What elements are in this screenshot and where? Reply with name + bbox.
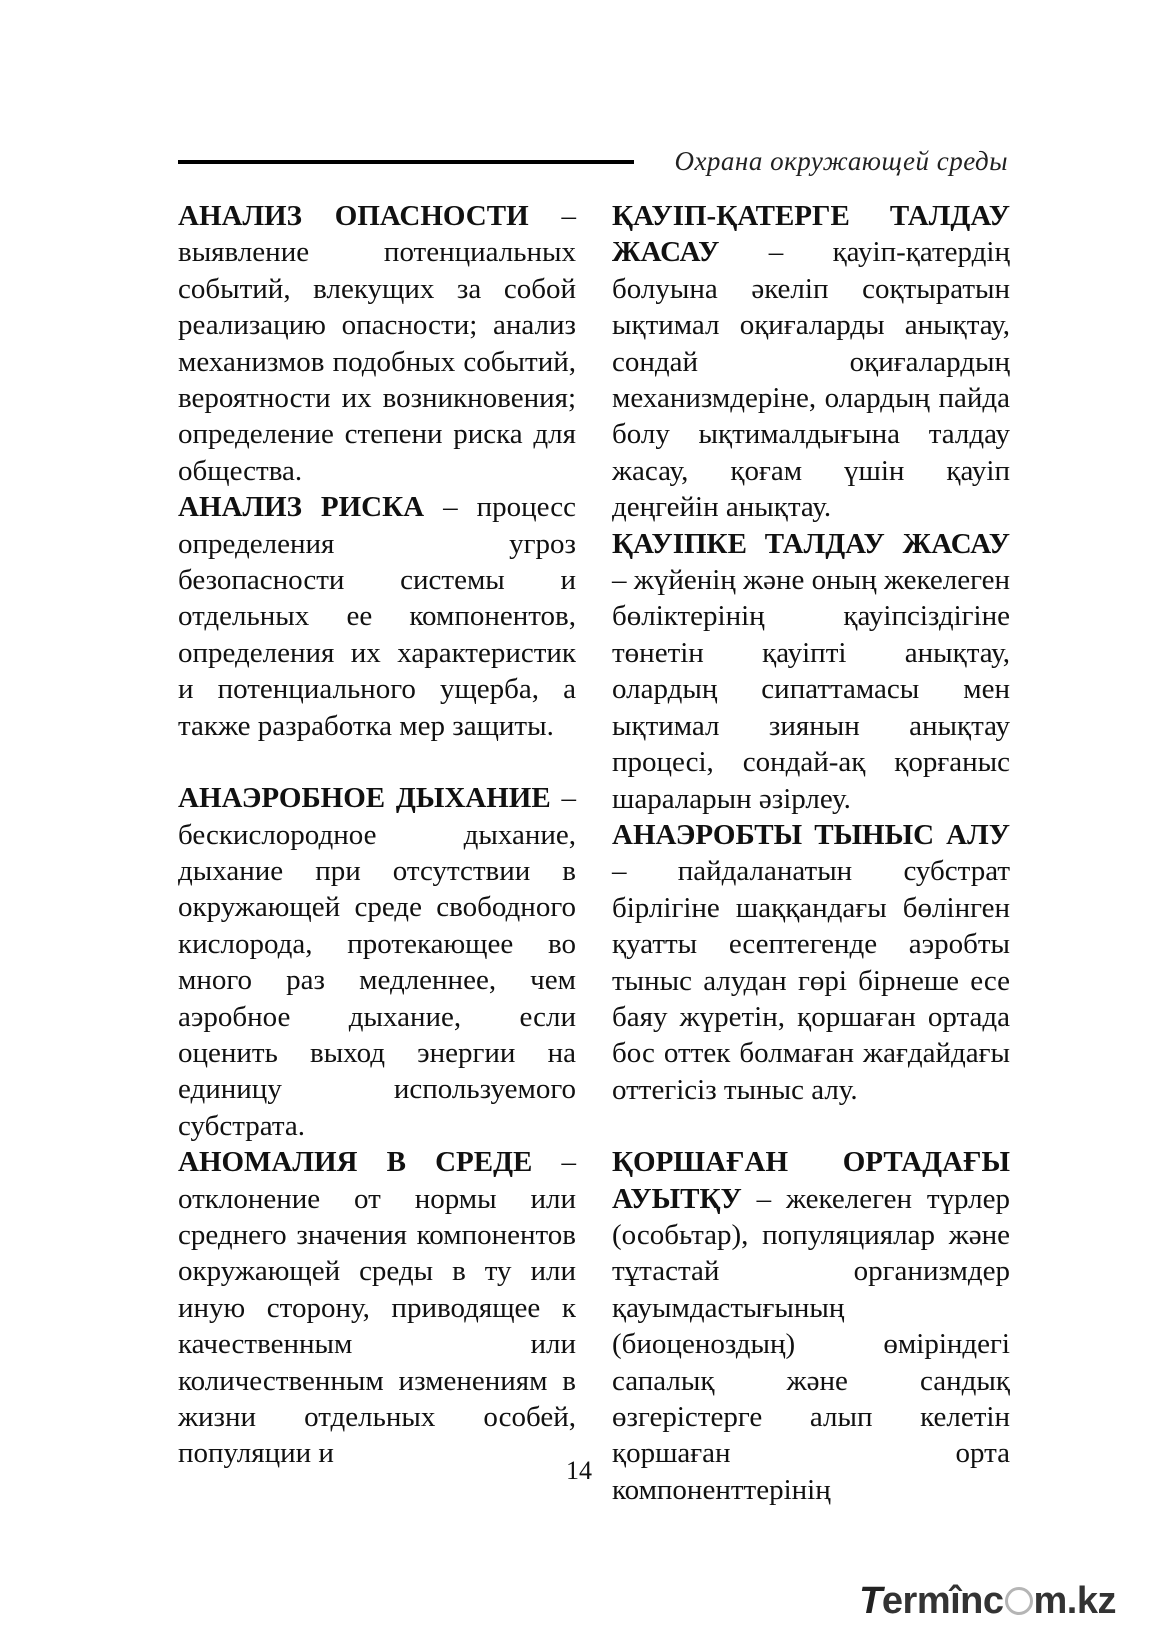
glossary-entry — [178, 198, 576, 489]
header-rule — [178, 160, 634, 164]
entry-definition: – бескислородное дыхание, дыхание при отсутствии в окружающей среде свободного кислорода, протекающее во много раз медленнее, чем аэробное дыхание, если оценить выход энергии на единицу используемого субстрата. — [178, 782, 576, 1142]
entry-term: ҚАУІП-ҚАТЕРГЕ ТАЛДАУ ЖАСАУ — [612, 200, 1010, 269]
entry-term: АНАЭРОБТЫ ТЫНЫС АЛУ — [612, 818, 1010, 851]
glossary-entry — [612, 198, 1010, 526]
watermark-text-start: ermînc — [881, 1580, 1004, 1622]
site-watermark — [859, 1580, 1116, 1623]
entry-definition: – қауіп-қатердің болуына әкеліп соқтыратын ықтимал оқиғаларды анықтау, сондай оқиғалардың механизмдеріне, олардың пайда болу ықтималдығына талдау жасау, қоғам үшін қауіп деңгейін анықтау. — [612, 236, 1010, 524]
entry-term: АНОМАЛИЯ В СРЕДЕ — [178, 1146, 533, 1179]
entry-definition: – выявление потенциальных событий, влекущих за собой реализацию опасности; анализ механизмов подобных событий, вероятности их возникновения; определение степени риска для общества. — [178, 200, 576, 487]
left-column — [178, 198, 576, 1472]
glossary-entry — [612, 526, 1010, 817]
right-column — [612, 198, 1010, 1508]
glossary-entry — [178, 1144, 576, 1472]
page-number: 14 — [566, 1456, 592, 1485]
lens-circle-icon — [1005, 1587, 1033, 1615]
watermark-mark: T — [859, 1580, 882, 1622]
entry-term: АНАЭРОБНОЕ ДЫХАНИЕ — [178, 782, 551, 815]
glossary-entry — [612, 817, 1010, 1108]
entry-term: ҚАУІПКЕ ТАЛДАУ ЖАСАУ — [612, 527, 1010, 560]
watermark-text-end: m.kz — [1033, 1580, 1116, 1622]
glossary-entry — [178, 489, 576, 744]
entry-definition: – отклонение от нормы или среднего значения компонентов окружающей среды в ту или иную сторону, приводящее к качественным или количественным изменениям в жизни отдельных особей, популяции и — [178, 1146, 576, 1470]
entry-term: ҚОРШАҒАН ОРТАДАҒЫ АУЫТҚУ — [612, 1146, 1010, 1215]
running-title: Охрана окружающей среды — [674, 146, 1008, 176]
glossary-entry — [612, 1144, 1010, 1508]
entry-term: АНАЛИЗ РИСКА — [178, 491, 425, 524]
glossary-entry — [178, 780, 576, 1144]
entry-term: АНАЛИЗ ОПАСНОСТИ — [178, 200, 529, 232]
entry-definition: – жекелеген түрлер (особьтар), популяциялар және тұтастай организмдер қауымдастығының (биоценоздың) өміріндегі сапалық және сандық өзгерістерге алып келетін қоршаған орта компоненттерінің — [612, 1182, 1010, 1506]
entry-definition: – пайдаланатын субстрат бірлігіне шаққандағы бөлінген қуатты есептегенде аэробты тыныс алудан гөрі бірнеше есе баяу жүретін, қоршаған ортада бос оттек болмаған жағдайдағы оттегісіз тыныс алу. — [612, 855, 1010, 1106]
entry-definition: – процесс определения угроз безопасности системы и отдельных ее компонентов, определения их характеристик и потенциального ущерба, а также разработка мер защиты. — [178, 491, 576, 742]
entry-definition: – жүйенің және оның жекелеген бөліктерінің қауіпсіздігіне төнетін қауіпті анықтау, олардың сипаттамасы мен ықтимал зиянын анықтау процесі, сондай-ақ қорғаныс шараларын әзірлеу. — [612, 564, 1010, 815]
